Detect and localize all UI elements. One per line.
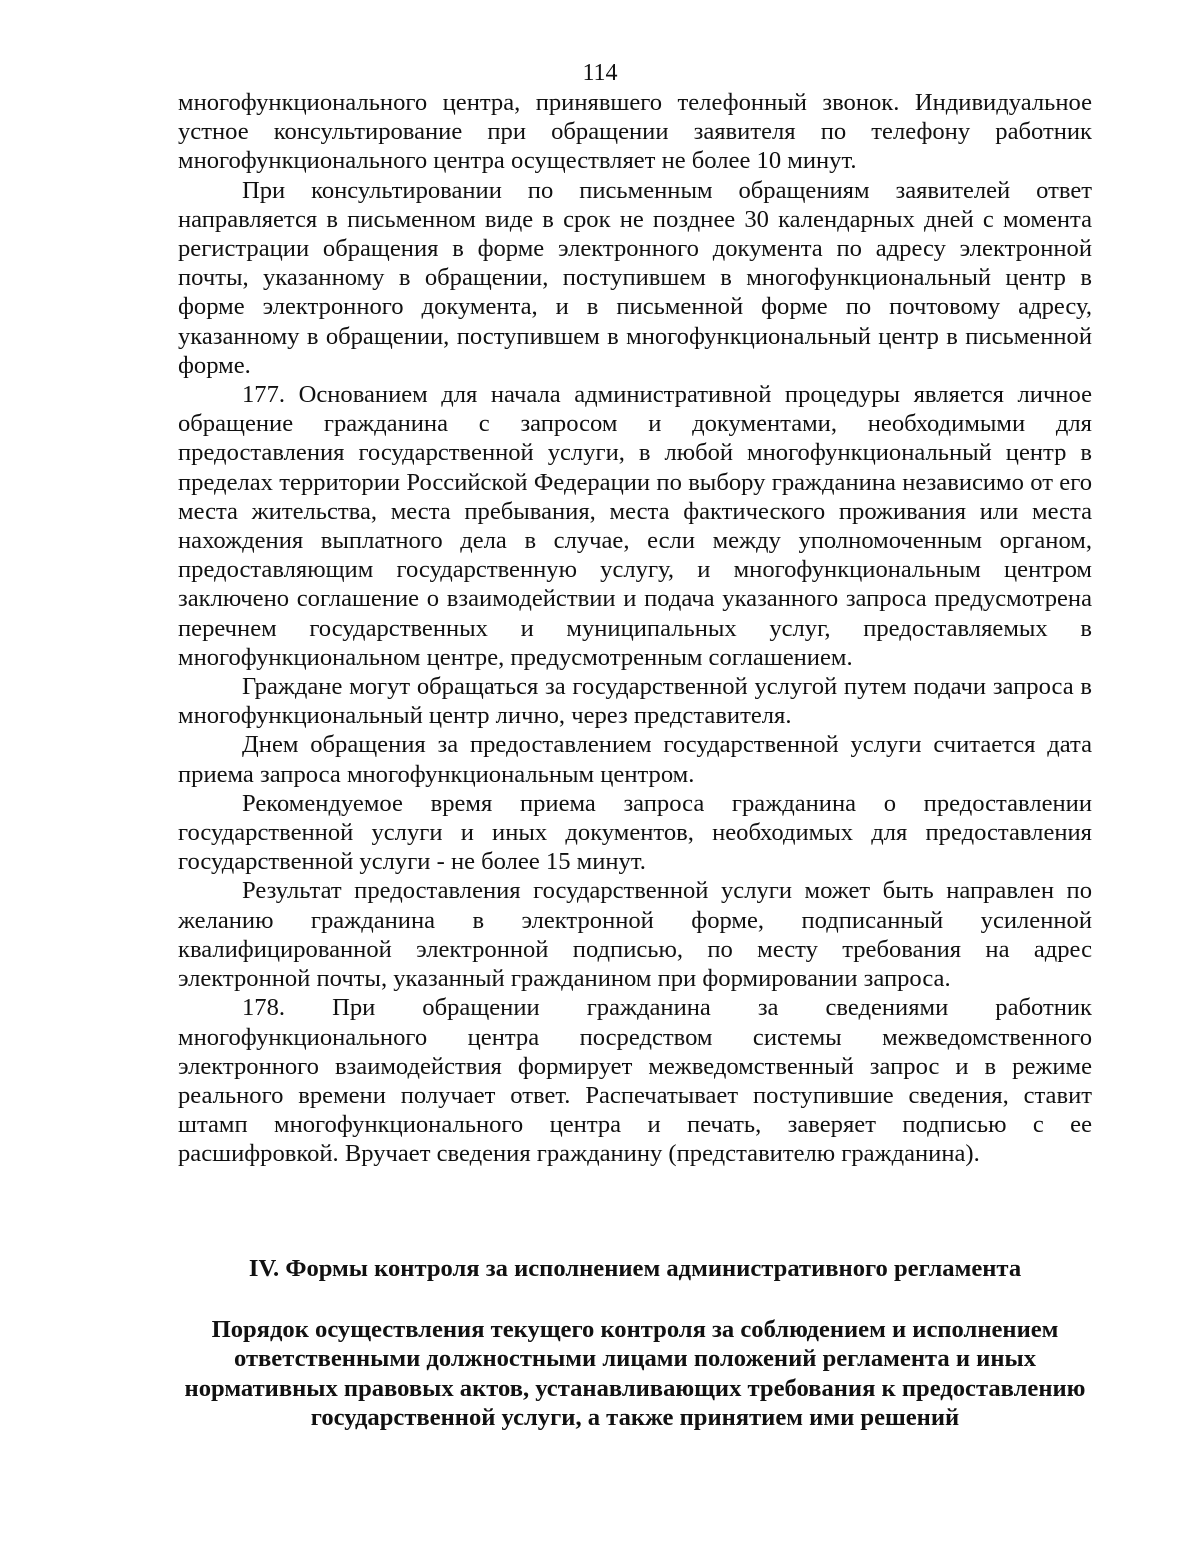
- paragraph-citizens-apply: Граждане могут обращаться за государственной услугой путем подачи запроса в многофункциональный центр лично, через представителя.: [178, 673, 1092, 730]
- section-heading: IV. Формы контроля за исполнением административного регламента: [248, 1255, 1022, 1282]
- document-body: [178, 88, 1092, 1169]
- page-number: 114: [582, 60, 618, 86]
- paragraph-written-requests: При консультировании по письменным обращениям заявителей ответ направляется в письменном виде в срок не позднее 30 календарных дней с момента регистрации обращения в форме электронного документа по адресу электронной почты, указанному в обращении, поступившем в многофункциональный центр в форме электронного документа, и в письменной форме по почтовому адресу, указанному в обращении, поступившем в многофункциональный центр в письменной форме.: [178, 176, 1092, 379]
- paragraph-application-date: Днем обращения за предоставлением государственной услуги считается дата приема запроса многофункциональным центром.: [178, 731, 1092, 788]
- paragraph-item-177: 177. Основанием для начала административной процедуры является личное обращение гражданина с запросом и документами, необходимыми для предоставления государственной услуги, в любой многофункциональный центр в пределах территории Российской Федерации по выбору гражданина независимо от его места жительства, места пребывания, места фактического проживания или места нахождения выплатного дела в случае, если между уполномоченным органом, предоставляющим государственную услугу, и многофункциональным центром заключено соглашение о взаимодействии и подача указанного запроса предусмотрена перечнем государственных и муниципальных услуг, предоставляемых в многофункциональном центре, предусмотренным соглашением.: [178, 381, 1092, 671]
- paragraph-reception-time: Рекомендуемое время приема запроса гражданина о предоставлении государственной услуги и иных документов, необходимых для предоставления государственной услуги - не более 15 минут.: [178, 789, 1092, 876]
- sub-heading: Порядок осуществления текущего контроля за соблюдением и исполнением ответственными должностными лицами положений регламента и иных нормативных правовых актов, устанавливающих требования к предоставлению государственной услуги, а также принятием ими решений: [184, 1316, 1086, 1432]
- paragraph-result-delivery: Результат предоставления государственной услуги может быть направлен по желанию гражданина в электронной форме, подписанный усиленной квалифицированной электронной подписью, по месту требования на адрес электронной почты, указанный гражданином при формировании запроса.: [178, 877, 1092, 993]
- paragraph-item-178: 178. При обращении гражданина за сведениями работник многофункционального центра посредством системы межведомственного электронного взаимодействия формирует межведомственный запрос и в режиме реального времени получает ответ. Распечатывает поступившие сведения, ставит штамп многофункционального центра и печать, заверяет подписью с ее расшифровкой. Вручает сведения гражданину (представителю гражданина).: [178, 994, 1092, 1168]
- paragraph-consultation-phone: многофункционального центра, принявшего телефонный звонок. Индивидуальное устное консультирование при обращении заявителя по телефону работник многофункционального центра осуществляет не более 10 минут.: [178, 89, 1092, 175]
